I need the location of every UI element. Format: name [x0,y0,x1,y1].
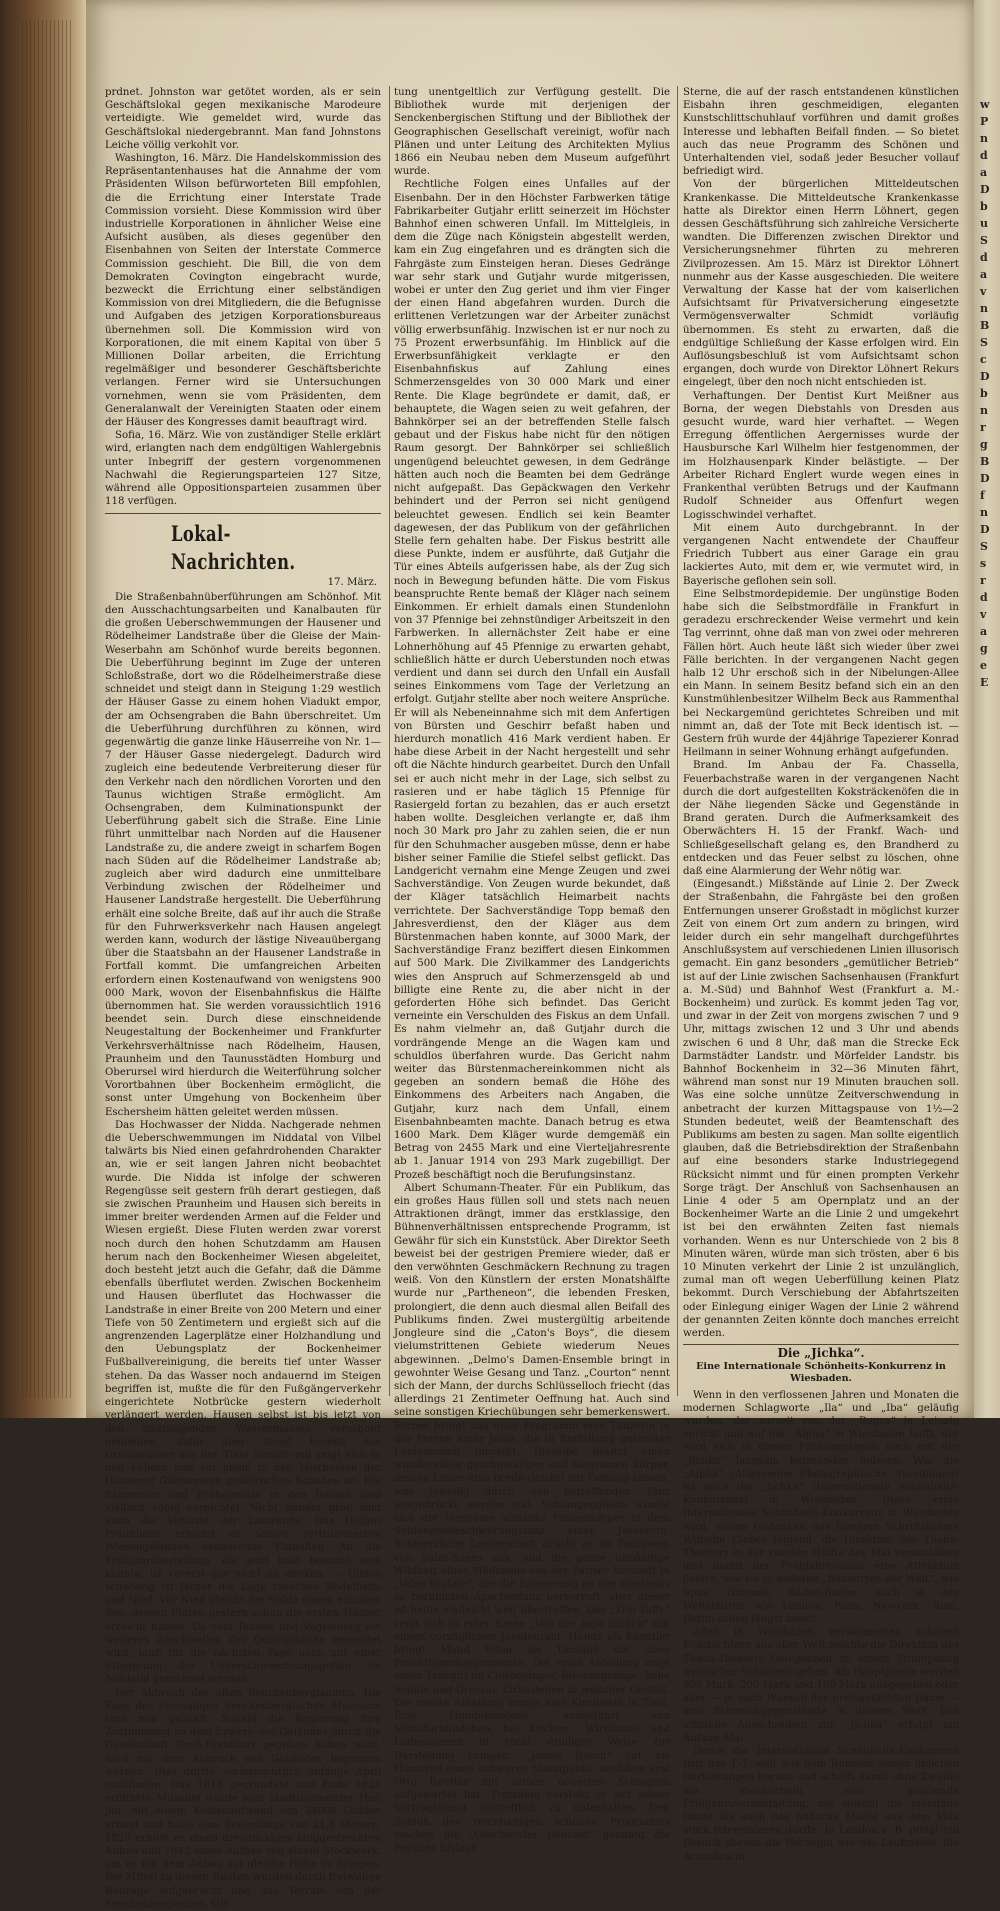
edge-fragment: P [980,115,989,128]
edge-fragment: S [980,234,988,247]
article-paragraph: Albert Schumann-Theater. Für ein Publikum, das ein großes Haus füllen soll und stets nach neuen Attraktionen drängt, immer das erstklassige, den Bühnenverhältnissen entsprechende Programm, ist Gewähr für sich ein Kunststück. Aber Direktor Seeth beweist bei der gestrigen Premiere wieder, daß er den verwöhnten Geschmäckern Rechnung zu tragen weiß. Von den Künstlern der ersten Monatshälfte wurde nur „Partheneon“, die lebenden Fresken, prolongiert, die denn auch diesmal allen Beifall des Publikums finden. Zwei mustergültig arbeitende Jongleure sind die „Caton's Boys“, die diesem vielumstrittenen Gebiete wiederum Neues abgewinnen. „Delmo's Damen-Ensemble bringt in gewohnter Weise Gesang und Tanz. „Courton“ nennt sich der Mann, der durchs Schlüsselloch friecht (das allerdings 21 Zentimeter Oeffnung hat. Auch sind seine sonstigen Kriechübungen sehr bemerkenswert. Ferner bringt das neue Programm eine Tänzerin in der Person einer Joela, die in Entfaltung getanzter Leidenschaft hinreißt. Dieselbe besitzt einen wundervoller geschmeidigen und biegsamen Körper, dessen Linien eine breite (leicht) zur Geltung kamen, was jeweilig durch den betreffenden Tanz ausgedrückt werden soll. Schlangengleich windet sich der biegsame schlanke Frauenkörper in dem Schlangenbeschwörungstanz einer Javanerin. Schmerzliche Leidenschaft drückt er im Tanzpoem von Saint-Saens aus, und die ganze unbändige Wildheit eines Mädchens aus der Pariser Vorstadt in „Valse brutale“, der die Erinnerung an den einstmals so berühmten Apachentanz hervorruft, aber dieser ist heute vielleicht weit übertroffen. Das „Trio Taffy“ zeigt sich in einer Szene „Von der Jagd zurück“ mit einem vorzüglichen Jongleurakt. Hunde als Künstler bringt Maud Elton als Tanzgirl mit ihrer Prachttigerdoggenmeute. Die erste Abteilung zeigt einen Tanzgirl im Cowboylager, Riesensprünge, hohe Schule und Dressur, Zirkusleben in jeglicher Gestalt. Die zweite Abteilung bringt eine Kirchweih in Tirol. Eine Hundekomödie, ausgeführt von Miniaturhündchen, bei Kirchen-, Wirtshaus- und Liebesszenen in recht drolliger Weise zur Darstellung bringen. „James Basch“ hat als Humorist einen schweren Standpunkt, nachdem erst Otto Reutter mit seinen neuesten Schlagern aufgewartet hat. Trotzdem versteht er mit seiner Vortragskunst vortrefflich zu unterhalten. Den Schluß des reichhaltigen schönen Programms machen die „Geschwister Jainczet“ genannt die Berliner Eislauf- [394,1182,670,1855]
article-paragraph: Washington, 16. März. Die Handelskommission des Repräsentantenhauses hat die Annahme der vom Präsidenten Wilson befürworteten Bill empfohlen, die die Errichtung einer Interstate Trade Commission vorsieht. Diese Kommission wird über industrielle Korporationen in ähnlicher Weise eine Aufsicht ausüben, als dieses gegenüber den Eisenbahnen von Seiten der Interstate Commerce Commission geschieht. Die Bill, die von dem Demokraten Covington eingebracht wurde, bezweckt die Errichtung einer selbständigen Kommission von drei Mitgliedern, die die Befugnisse und Aufgaben des jetzigen Korporationsbureaus übernehmen soll. Die Kommission wird von Korporationen, die mit einem Kapital von über 5 Millionen Dollar arbeiten, die Errichtung regelmäßiger und besonderer Geschäftsberichte verlangen. Ferner wird sie Untersuchungen vornehmen, wenn sie vom Präsidenten, dem Generalanwalt der Vereinigten Staaten oder einem der Häuser des Kongresses damit beauftragt wird. [105,153,381,429]
article-paragraph: tung unentgeltlich zur Verfügung gestellt. Die Bibliothek wurde mit derjenigen der Senckenbergischen Stiftung und der Bibliothek der Geographischen Gesellschaft vereinigt, wofür nach Plänen und unter Leitung des Architekten Mylius 1866 ein Neubau neben dem Museum aufgeführt wurde. [394,87,670,178]
edge-fragment: r [980,574,986,587]
edge-fragment: v [980,608,987,621]
edge-fragment: a [980,625,988,638]
article-paragraph: Die Straßenbahnüberführungen am Schönhof. Mit den Ausschachtungsarbeiten und Kanalbauten für die großen Ueberschwemmungen der Hausener und Rödelheimer Landstraße über die Gleise der Main-Weserbahn am Schönhof wurde bereits begonnen. Die Ueberführung beginnt im Zuge der unteren Schloßstraße, dort wo die Rödelheimerstraße diese schneidet und steigt dann in Steigung 1:29 westlich der Häuser Gasse zu einem hohen Viadukt empor, der am Ochsengraben die Bahn überschreitet. Um die Ueberführung durchführen zu können, wird gegenwärtig die ganze linke Häuserreihe von Nr. 1—7 der Häuser Gasse niedergelegt. Dadurch wird zugleich eine bedeutende Verbreiterung dieser für den Verkehr nach den nördlichen Vororten und den Taunus wichtigen Straße ermöglicht. Am Ochsengraben, dem Kulminationspunkt der Ueberführung gabelt sich die Straße. Eine Linie führt unmittelbar nach Norden auf die Hausener Landstraße zu, die andere zweigt in scharfem Bogen nach Süden auf die Rödelheimer Landstraße ab; zugleich aber wird dadurch eine unmittelbare Verbindung zwischen der Rödelheimer und Hausener Landstraße hergestellt. Die Ueberführung erhält eine solche Breite, daß auf ihr auch die Straße für den Fuhrwerksverkehr nach Hausen angelegt werden kann, wodurch der lästige Niveauübergang über die Staatsbahn an der Hausener Landstraße in Fortfall kommt. Die umfangreichen Arbeiten erfordern einen Kostenaufwand von wenigstens 900 000 Mark, wovon der Eisenbahnfiskus die Hälfte übernommen hat. Sie werden voraussichtlich 1916 beendet sein. Durch diese einschneidende Neugestaltung der Bockenheimer und Frankfurter Verkehrsverhältnisse nach Rödelheim, Hausen, Praunheim und den Taunusstädten Homburg und Oberursel wird hierdurch die Weiterführung solcher Vorortbahnen über Bockenheim ermöglicht, die sonst unter Umgehung von Bockenheim über Eschersheim hätten geleitet werden müssen. [105,591,381,1118]
article-paragraph: Allen in Wiesbaden versammelten schönen Evastöchtern aus aller Welt möchte die Direktion des Thalia-Theaters Gelegenheit zu einem Triumphzug weiblicher Schönheit geben. Als Hauptpreise werden 300 Mark, 200 Mark und 100 Mark ausgegeben oder aber — je nach Wunsch der preisgekrönten Dame — drei Schmuckgegenstände in diesem Wert. Das offizielle Ausschreiben zur „Jichka“ erfolgt am Anfang Mai. [683,1627,959,1744]
article-paragraph: Der Abbruch des alten Senckenbergianums. Die Tage des ehemaligen Senckenbergischen Museums sind nun gezählt. Sobald die Regierung ihre Zustimmung zu dem Erwerb des Geländes durch die Gesellschaft Groß-Frankfurt gegeben haben wird, wird mit dem Abbruch des Gebäudes begonnen werden. Dies dürfte voraussichtlich anfangs April stattfinden. Das 1818 gegründete und Ende 1821 eröffnete Museum wurde vom Stadtbaumeister Heß jun. mit einem Kostenaufwand von 34000 Gulden erbaut und hatte eine Seitenlänge von 21,6 Metern. 1828 erhielt es einen dreistöckigen langgestreckten Anbau und 1843 einen Aufbau von einem Stockwerk, um es mit dem Anbau auf gleiche Höhe zu bringen. Die Mittel zu diesen Bauten wurden durch freiwillige Beiträge aufgebracht und das Terrain von der Senckenbergischen Stif- [105,1687,381,1910]
article-subtitle: Eine Internationale Schönheits-Konkurrenz in Wiesbaden. [696,1360,946,1384]
page-stack [22,20,72,1398]
column-rule [389,86,390,1396]
article-paragraph: Rechtliche Folgen eines Unfalles auf der Eisenbahn. Der in den Höchster Farbwerken tätige Fabrikarbeiter Gutjahr erlitt seinerzeit im Höchster Bahnhof einen schweren Unfall. Im Mittelgleis, in dem die Züge nach Königstein abgestellt werden, kam ein Zug eingefahren und es drängten sich die Fahrgäste zum Einsteigen heran. Dieses Gedränge war sehr stark und Gutjahr wurde mitgerissen, wobei er unter den Zug geriet und ihm vier Finger der einen Hand abgefahren wurden. Durch die erlittenen Verletzungen war der Arbeiter zunächst völlig erwerbsunfähig. Inzwischen ist er nur noch zu 75 Prozent erwerbsunfähig. Im Hinblick auf die Erwerbsunfähigkeit verklagte er den Eisenbahnfiskus auf Zahlung eines Schmerzensgeldes von 30 000 Mark und einer Rente. Die Klage begründete er damit, daß, er behauptete, die Wagen seien zu weit gefahren, der Bahnkörper sei an der betreffenden Stelle falsch gebaut und der Fiskus habe nicht für den nötigen Raum gesorgt. Der Bahnkörper sei schließlich ungenügend beleuchtet gewesen, in dem Gedränge hätten auch noch die Beamten bei dem Gedränge nicht aufgepaßt. Das Gepäckwagen den Verkehr behindert und der Perron sei nicht genügend beleuchtet gewesen. Endlich sei kein Beamter dagewesen, der das Publikum von der gefährlichen Stelle fern gehalten habe. Der Fiskus bestritt alle diese Punkte, indem er ausführte, daß Gutjahr die Tür eines Abteils aufgerissen habe, als der Zug sich noch in Bewegung befunden hätte. Die vom Fiskus beanspruchte Rente bemaß der Kläger nach seinem Einkommen. Er erhielt damals einen Stundenlohn von 37 Pfennige bei zehnstündiger Arbeitszeit in den Farbwerken. In allernächster Zeit habe er eine Lohnerhöhung auf 45 Pfennige zu erwarten gehabt, schließlich hätte er durch Ueberstunden noch etwas verdient und dann sei durch den Unfall ein Ausfall seines Einkommens vom Tage der Verletzung an erfolgt. Gutjahr stellte aber noch weitere Ansprüche. Er will als Nebeneinnahme sich mit dem Anfertigen von Bürsten und Geschirr befaßt haben und hierdurch monatlich 416 Mark verdient haben. Er habe diese Arbeit in der Nacht hergestellt und sehr oft die Nächte hindurch gearbeitet. Durch den Unfall sei er auch nicht mehr in der Lage, sich selbst zu rasieren und er habe täglich 15 Pfennige für Rasiergeld fortan zu bezahlen, das er auch ersetzt haben wollte. Desgleichen verlangte er, daß ihm noch 30 Mark pro Jahr zu zahlen seien, die er nun für den Schuhmacher ausgeben müsse, denn er habe bisher seiner Familie die Stiefel selbst geflickt. Das Landgericht vernahm eine Menge Zeugen und zwei Sachverständige. Von Zeugen wurde bekundet, daß der Kläger tatsächlich Heimarbeit nachts verrichtete. Der Sachverständige Topp bemaß den Jahresverdienst, den der Kläger aus dem Bürstenmachen haben konnte, auf 3000 Mark, der Sachverständige Franz beziffert diesen Einkommen auf 500 Mark. Die Zivilkammer des Landgerichts wies den Anspruch auf Schmerzensgeld ab und billigte eine Rente zu, die aber nicht in der geforderten Höhe sich befindet. Das Gericht verneinte ein Verschulden des Fiskus an dem Unfall. Es nahm vielmehr an, daß Gutjahr durch die vordrängende Menge an die Wagen kam und schuldlos überfahren wurde. Das Gericht nahm weiter das Bürstenmachereinkommen nicht als gegeben an sondern bemaß die Höhe des Einkommens des Arbeiters nach Angaben, die Gutjahr, kurz nach dem Unfall, einem Eisenbahnbeamten machte. Danach betrug es etwa 1600 Mark. Dem Kläger wurde demgemäß ein Betrag von 2455 Mark und eine Vierteljahresrente ab 1. Januar 1914 von 293 Mark zugebilligt. Der Prozeß beschäftigt noch die Berufungsinstanz. [394,179,670,1181]
edge-fragment: E [980,676,989,689]
edge-fragment: D [980,523,990,536]
edge-fragment: g [980,642,988,655]
edge-fragment: u [980,217,988,230]
article-paragraph: Durch die Internationale Schönheits-Konkurrenz tritt das T.-T. weit aus dem Rahmen seiner üblichen Darbietungen heraus und schafft damit ohne Zweifel die Weltkurhabt eine glänzende Frühjahrsveranstaltung, die sowohl die mondäne Dame als auch das hübsche Mädel aus dem Volk stark interessieren dürfte. In London z. B. pflegt ein Besuch ebenso die Herzogin wie das Laufmädel, die Aristokratin [683,1745,959,1863]
edge-fragment: e [980,659,987,672]
column-3 [683,86,959,1863]
edge-fragment: c [980,353,987,366]
article-paragraph: Eine Selbstmordepidemie. Der ungünstige Boden habe sich die Selbstmordfälle in Frankfurt in geradezu erschreckender Weise vermehrt und kein Tag verrinnt, ohne daß man von zwei oder mehreren Fällen hört. Auch heute läßt sich wieder über zwei Fälle berichten. In der vergangenen Nacht gegen halb 12 Uhr erschoß sich in der Nibelungen-Allee ein Mann. In seinem Besitz befand sich ein an den Kunstmühlenbesitzer Wilhelm Beck aus Rammenthal bei Neckargemünd gerichtetes Schreiben und mit nimmt an, daß der Tote mit Beck identisch ist. — Gestern früh wurde der 44jährige Tapezierer Konrad Heilmann in seiner Wohnung erhängt aufgefunden. [683,588,959,759]
edge-fragment: d [980,591,988,604]
edge-fragment: n [980,302,988,315]
edge-fragment: g [980,438,988,451]
adjacent-page-edge [974,0,1000,1418]
edge-fragment: s [980,557,987,570]
article-paragraph: Brand. Im Anbau der Fa. Chassella, Feuerbachstraße waren in der vergangenen Nacht durch die dort aufgestellten Koksträckenöfen die in der Nähe liegenden Säcke und Gegenstände in Brand geraten. Durch die Aufmerksamkeit des Oberwächters H. 15 der Frankf. Wach- und Schließgesellschaft gelang es, den Brandherd zu entdecken und das Feuer selbst zu löschen, ohne daß eine Alarmierung der Wehr nötig war. [683,760,959,877]
edge-fragment: v [980,285,987,298]
article-paragraph: Mit einem Auto durchgebrannt. In der vergangenen Nacht entwendete der Chauffeur Friedrich Tubbert aus einer Garage ein grau lackiertes Auto, mit dem er, wie vermutet wird, in Bayerische geflohen sein soll. [683,522,959,587]
edge-fragment: f [980,489,985,502]
section-headline: Lokal-Nachrichten. [171,520,296,574]
article-paragraph: prdnet. Johnston war getötet worden, als er sein Geschäftslokal gegen mexikanische Marodeure verteidigte. Wie gemeldet wird, wurde das Geschäftslokal niedergebrannt. Man fand Johnstons Leiche völlig verkohlt vor. [105,87,381,151]
article-paragraph: Sterne, die auf der rasch entstandenen künstlichen Eisbahn ihren geschmeidigen, eleganten Kunstschlittschuhlauf vorführen und damit großes Interesse und lebhaften Beifall finden. — So bietet auch das neue Programm des Schönen und Unterhaltenden viel, sodaß jeder Besucher vollauf befriedigt wird. [683,87,959,178]
article-paragraph: Von der bürgerlichen Mitteldeutschen Krankenkasse. Die Mitteldeutsche Krankenkasse hatte als Direktor einen Herrn Löhnert, gegen dessen Geschäftsführung sich zahlreiche Versicherte wandten. Die Differenzen zwischen Direktor und Versicherungsnehmer führten zu mehreren Zivilprozessen. Am 15. März ist Direktor Löhnert nunmehr aus der Kasse ausgeschieden. Die weitere Verwaltung der Kasse hat der vom kaiserlichen Aufsichtsamt für Privatversicherung eingesetzte Vermögensverwalter Schmidt vorläufig übernommen. Es steht zu erwarten, daß die endgültige Schließung der Kasse erfolgen wird. Ein Auflösungsbeschluß ist vom Aufsichtsamt schon ergangen, doch wurde von Direktor Löhnert Rekurs eingelegt, über den noch nicht entschieden ist. [683,179,959,389]
edge-fragment: D [980,370,990,383]
edge-fragment: b [980,387,988,400]
edge-fragment: D [980,472,990,485]
edge-fragment: S [980,336,988,349]
section-divider [683,1344,959,1345]
dateline: 17. März. [327,576,377,588]
edge-fragment: n [980,404,988,417]
column-1 [105,86,381,1910]
edge-fragment: r [980,421,986,434]
edge-fragment: d [980,149,988,162]
edge-fragment: B [980,455,990,468]
edge-fragment: w [980,98,990,111]
edge-fragment: d [980,251,988,264]
article-title: Die „Jichka“. [777,1346,865,1361]
article-paragraph: Sofia, 16. März. Wie von zuständiger Stelle erklärt wird, erlangten nach dem endgültigen Wahlergebnis unter Inbegriff der gestern vorgenommenen Nachwahl die Regierungsparteien 127 Sitze, während alle Oppositionsparteien zusammen über 118 verfügen. [105,430,381,508]
column-2 [394,86,670,1855]
article-paragraph: (Eingesandt.) Mißstände auf Linie 2. Der Zweck der Straßenbahn, die Fahrgäste bei den großen Entfernungen unserer Großstadt in möglichst kurzer Zeit von einem Ort zum andern zu bringen, wird leider durch ein sehr mangelhaft durchgeführtes Anschlußsystem auf verschiedenen Linien illusorisch gemacht. Ein ganz besonders „gemütlicher Betrieb“ ist auf der Linie zwischen Sachsenhausen (Frankfurt a. M.-Süd) und Bahnhof West (Frankfurt a. M.-Bockenheim) und zurück. Es kommt jeden Tag vor, und zwar in der Zeit von morgens zwischen 7 und 9 Uhr, mittags zwischen 12 und 3 Uhr und abends zwischen 6 und 8 Uhr, daß man die Strecke Eck Darmstädter Landstr. und Mörfelder Landstr. bis Bahnhof Bockenheim in 32—36 Minuten fährt, während man sonst nur 19 Minuten brauchen soll. Was eine solche unnütze Zeitverschwendung in anbetracht der kurzen Mittagspause von 1½—2 Stunden bedeutet, weiß der Beamtenschaft des Publikums am besten zu sagen. Man sollte eigentlich glauben, daß die Betriebsdirektion der Straßenbahn auf eine besonders starke Industriegegend Rücksicht nimmt und für einen prompten Verkehr Sorge trägt. Der Anschluß von Sachsenhausen an Linie 4 oder 5 am Opernplatz und an der Bockenheimer Warte an die Linie 2 und umgekehrt ist bei den erwähnten Zeiten fast niemals vorhanden. Wenn es nur Unterschiede von 2 bis 8 Minuten wären, würde man sich trösten, aber 6 bis 10 Minuten verkehrt der Linie 2 ist unzulänglich, zumal man oft wegen Ueberfüllung keinen Platz bekommt. Durch Verschiebung der Abfahrtszeiten oder Einlegung einiger Wagen der Linie 2 während der genannten Zeiten könnte doch manches erreicht werden. [683,879,959,1340]
edge-fragment: n [980,506,988,519]
article-paragraph: Verhaftungen. Der Dentist Kurt Meißner aus Borna, der wegen Diebstahls von Dresden aus gesucht wurde, ward hier verhaftet. — Wegen Erregung öffentlichen Aergernisses wurde der Hausbursche Karl Wilhelm hier festgenommen, der im Holzhausenpark Kinder belästigte. — Der Arbeiter Richard Englert wurde wegen eines in Frankenthal verübten Betrugs und der Kaufmann Rudolf Schneider aus Offenfurt wegen Logisschwindel verhaftet. [683,390,959,521]
edge-fragment: a [980,268,988,281]
edge-fragment: b [980,200,988,213]
edge-fragment: n [980,132,988,145]
edge-fragment: B [980,319,990,332]
edge-fragment: D [980,183,990,196]
article-paragraph: Das Hochwasser der Nidda. Nachgerade nehmen die Ueberschwemmungen im Niddatal von Vilbel talwärts bis Nied einen gefahrdrohenden Charakter an, wie er seit langen Jahren nicht beobachtet wurde. Die Nidda ist infolge der schweren Regengüsse seit gestern früh derart gestiegen, daß sie zwischen Praunheim und Hausen sich bereits in immer breiter werdenden Armen auf die Felder und Wiesen ergießt. Diese Fluten werden zwar vorerst noch durch den hohen Schutzdamm am Hausen herum nach den Bockenheimer Wiesen abgeleitet, doch besteht jetzt auch die Gefahr, daß die Dämme ebenfalls überflutet werden. Zwischen Bockenheim und Hausen überflutet das Hochwasser die Landstraße in einer Breite von 200 Metern und einer Tiefe von 50 Zentimetern und ergießt sich auf die angrenzenden Lagerplätze einer Holzhandlung und den Uebungsplatz der Bockenheimer Fußballvereinigung, die bereits tief unter Wasser stehen. Da das Wasser noch andauernd im Steigen begriffen ist, mußte die für den Fußgängerverkehr eingerichtete Notbrücke gestern wiederholt verlängert werden. Hausen selbst ist bis jetzt von den andrängenden Wassermassen verschont geblieben, dafür aber steigt bereits das Grundwasser aus der Tiefe herauf und zeigt sich in den Kellern und vor allem in den Mistbeeten der Hausener Gärtnereien gefährlichen Schaden an. Die Sämereien und Frühgemüse in den Beeten sind vielfach völlig vernichtet. Nicht minder groß sind auch die Verluste der Landwirte. Das Hofgut Praunheim erleidet an seinen zertrümmerten Wiesengeländen bedeutende Einbußen. An die Frühjahrsbestellung, die jetzt bald beendet sein konnte, ist vorerst gar nicht zu denken. — Gleich schwierig ist ferner die Lage zwischen Rödelheim und Nied. Vor Nied gleicht die Nidda einem einzigen See, dessen Fluten gestern schon die ersten Häuser erreicht hatten. Da vom Taunus und Vogelsberg ein weiteres Anschwellen der Gebirgsbäche gemeldet wird, muß für die nächsten Tage noch mit einer Steigerung der Ueberschwemmungsgefahr im Niddatal gerechnet werden. [105,1119,381,1686]
article-paragraph: Wenn in den verflossenen Jahren und Monaten die modernen Schlagworte „Ila“ und „Iba“ geläufig wurden, der zurzeit von der „Bugra“ in Leipzig spricht und auf die „Alpha“ in Wiesbaden hofft, der wird sich in diesen Frühlingstagen auch mit der „Jichka“ langsam befreunden müssen. Wie die „Alpha“ (Allgemeine Photographische Ausstellung) ist auch die „Jichka“ (Internationale Schönheits-Konkurrenz) in Wiesbaden. Diese erste Internationale Schönheits-Konkurrenz in Wiesbaden wird, einem Gedanken des hiesigen Schriftstellers Wilhelm Clobes folgend, die Direktion des Thalia-Theaters in der zweiten Hälfte des Mai veranstalten und damit der Frühjahrssaison eine Attraktion liefern, wie sie in anderen „Badeorten der Welt“, wie Spaa, Ostende, Baden-Baden, auch in den Weltstädten wie London, Paris, Newyork, Rom, Berlin schon längst kennt. [683,1389,959,1625]
column-rule [677,86,678,1396]
book-binding [0,0,86,1418]
edge-fragment: S [980,540,988,553]
section-divider [105,513,381,514]
edge-fragment: a [980,166,988,179]
